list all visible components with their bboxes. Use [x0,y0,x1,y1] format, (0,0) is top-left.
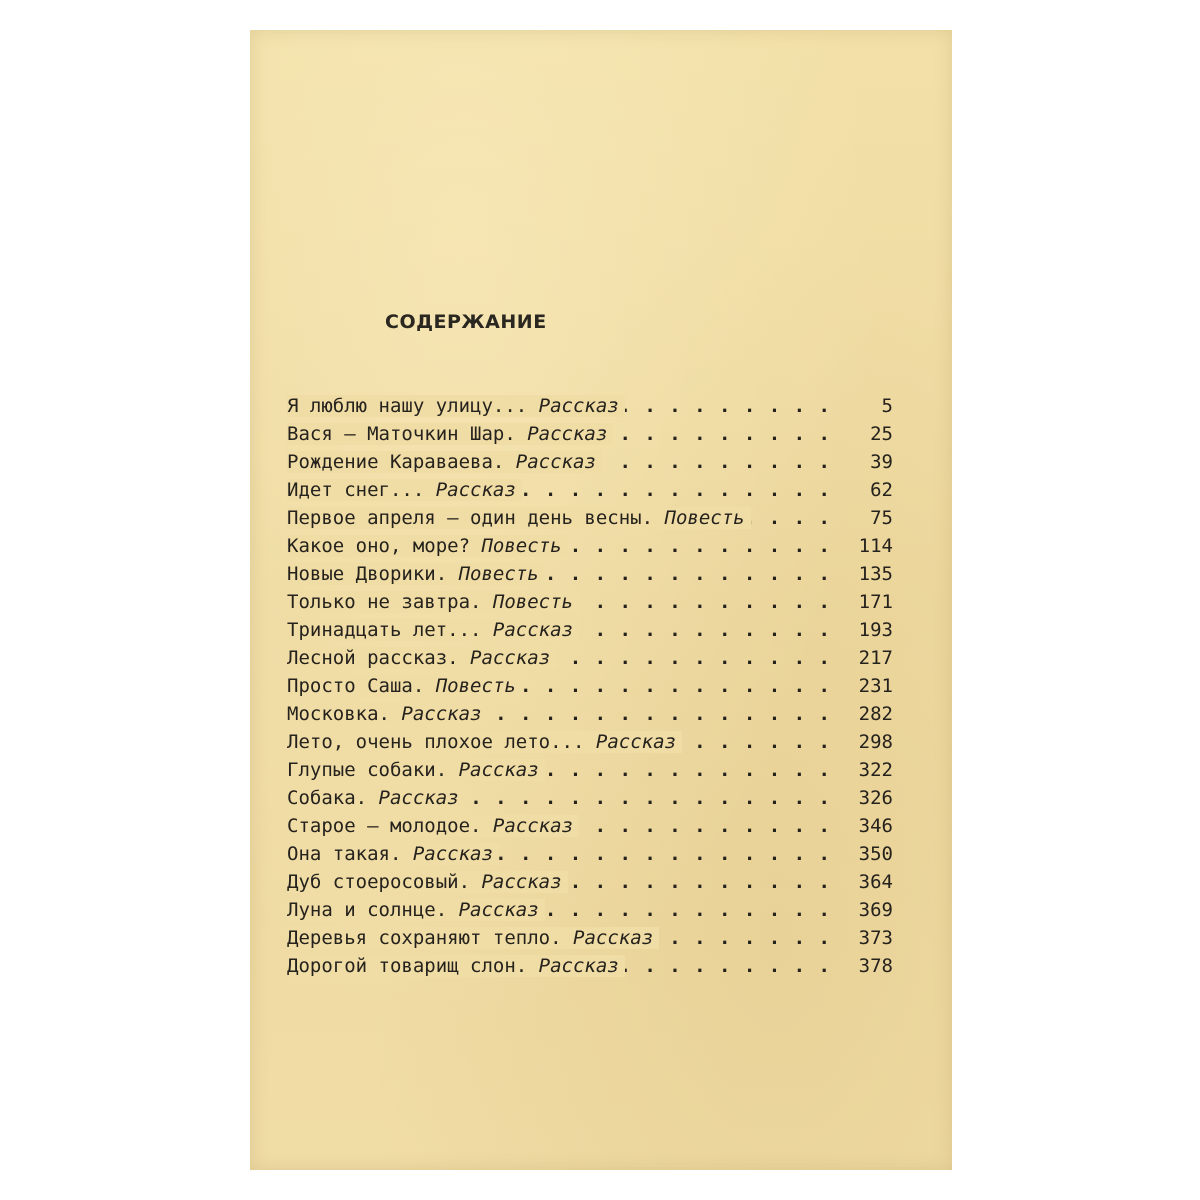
toc-entry-title: Дуб стоеросовый. [287,871,471,893]
toc-entry-title: Вася — Маточкин Шар. [287,423,516,445]
toc-entry-genre: Рассказ [458,759,539,781]
toc-entry [287,504,893,532]
toc-entry-page: 326 [858,787,893,809]
toc-entry-label [287,451,602,473]
toc-entry-page: 378 [858,955,893,977]
toc-entry-label [287,871,568,893]
toc-entry [287,756,893,784]
toc-entry [287,784,893,812]
toc-entry-label [287,395,625,417]
toc-entry-genre: Рассказ [538,955,619,977]
toc-entry-genre: Повесть [435,675,516,697]
toc-entry-genre: Рассказ [595,731,676,753]
toc-entry [287,700,893,728]
toc-entry-page: 75 [870,507,893,529]
toc-entry-title: Тринадцать лет... [287,619,482,641]
toc-entry [287,896,893,924]
toc-entry [287,728,893,756]
toc-entry-title: Первое апреля — один день весны. [287,507,654,529]
toc-entry-page: 373 [858,927,893,949]
toc-entry-label [287,843,499,865]
toc-entry [287,812,893,840]
toc-entry-page: 62 [870,479,893,501]
toc-entry-title: Лето, очень плохое лето... [287,731,585,753]
toc-entry-title: Просто Саша. [287,675,425,697]
toc-entry-label [287,899,545,921]
toc-entry-title: Лесной рассказ. [287,647,459,669]
toc-entry-genre: Рассказ [412,843,493,865]
toc-entry-label [287,955,625,977]
table-of-contents [287,392,893,980]
toc-entry-label [287,703,487,725]
toc-entry-title: Только не завтра. [287,591,482,613]
toc-entry-label [287,815,579,837]
toc-entry-title: Рождение Караваева. [287,451,505,473]
toc-entry-title: Новые Дворики. [287,563,448,585]
toc-entry [287,616,893,644]
toc-entry-genre: Повесть [458,563,539,585]
toc-entry-genre: Повесть [492,591,573,613]
toc-entry-genre: Рассказ [573,927,654,949]
toc-entry-genre: Повесть [664,507,745,529]
toc-entry-label [287,675,522,697]
toc-entry-page: 298 [858,731,893,753]
toc-entry-page: 346 [858,815,893,837]
toc-entry [287,924,893,952]
toc-entry-label [287,731,682,753]
toc-entry-genre: Рассказ [435,479,516,501]
toc-entry-label [287,787,465,809]
toc-entry-page: 369 [858,899,893,921]
toc-entry-page: 193 [858,619,893,641]
toc-entry [287,952,893,980]
toc-entry-label [287,591,579,613]
toc-entry-label [287,507,751,529]
toc-entry-title: Луна и солнце. [287,899,448,921]
toc-entry [287,532,893,560]
toc-entry-genre: Рассказ [538,395,619,417]
toc-entry-genre: Рассказ [492,619,573,641]
toc-entry-label [287,927,659,949]
toc-entry [287,476,893,504]
toc-entry-label [287,563,545,585]
toc-entry-label [287,619,579,641]
toc-entry-genre: Рассказ [401,703,482,725]
toc-entry-page: 350 [858,843,893,865]
toc-entry-title: Дорогой товарищ слон. [287,955,528,977]
toc-entry-page: 114 [858,535,893,557]
page-title: СОДЕРЖАНИЕ [385,311,547,333]
toc-entry-title: Московка. [287,703,390,725]
toc-entry [287,868,893,896]
toc-entry-page: 322 [858,759,893,781]
toc-entry [287,560,893,588]
toc-entry-title: Идет снег... [287,479,425,501]
toc-entry-title: Глупые собаки. [287,759,448,781]
toc-entry-genre: Рассказ [492,815,573,837]
toc-entry [287,672,893,700]
toc-entry-label [287,423,613,445]
toc-entry-genre: Рассказ [527,423,608,445]
toc-entry-genre: Рассказ [470,647,551,669]
toc-entry-page: 135 [858,563,893,585]
toc-entry-genre: Рассказ [378,787,459,809]
toc-entry [287,840,893,868]
toc-entry [287,588,893,616]
toc-entry [287,448,893,476]
toc-entry-page: 171 [858,591,893,613]
toc-entry-title: Старое — молодое. [287,815,482,837]
toc-entry-page: 231 [858,675,893,697]
toc-entry [287,420,893,448]
toc-entry-genre: Рассказ [515,451,596,473]
toc-entry-title: Деревья сохраняют тепло. [287,927,562,949]
toc-entry-title: Собака. [287,787,368,809]
toc-entry-title: Какое оно, море? [287,535,471,557]
toc-entry-page: 5 [881,395,893,417]
toc-entry-page: 25 [870,423,893,445]
toc-entry-page: 39 [870,451,893,473]
toc-entry-title: Я люблю нашу улицу... [287,395,528,417]
toc-entry-label [287,479,522,501]
toc-entry-label [287,535,568,557]
toc-entry-page: 282 [858,703,893,725]
toc-entry-genre: Рассказ [458,899,539,921]
toc-entry-genre: Повесть [481,535,562,557]
toc-entry-title: Она такая. [287,843,402,865]
toc-entry-label [287,759,545,781]
toc-entry-genre: Рассказ [481,871,562,893]
toc-entry [287,644,893,672]
toc-entry-page: 217 [858,647,893,669]
toc-entry [287,392,893,420]
toc-entry-label [287,647,556,669]
toc-entry-page: 364 [858,871,893,893]
